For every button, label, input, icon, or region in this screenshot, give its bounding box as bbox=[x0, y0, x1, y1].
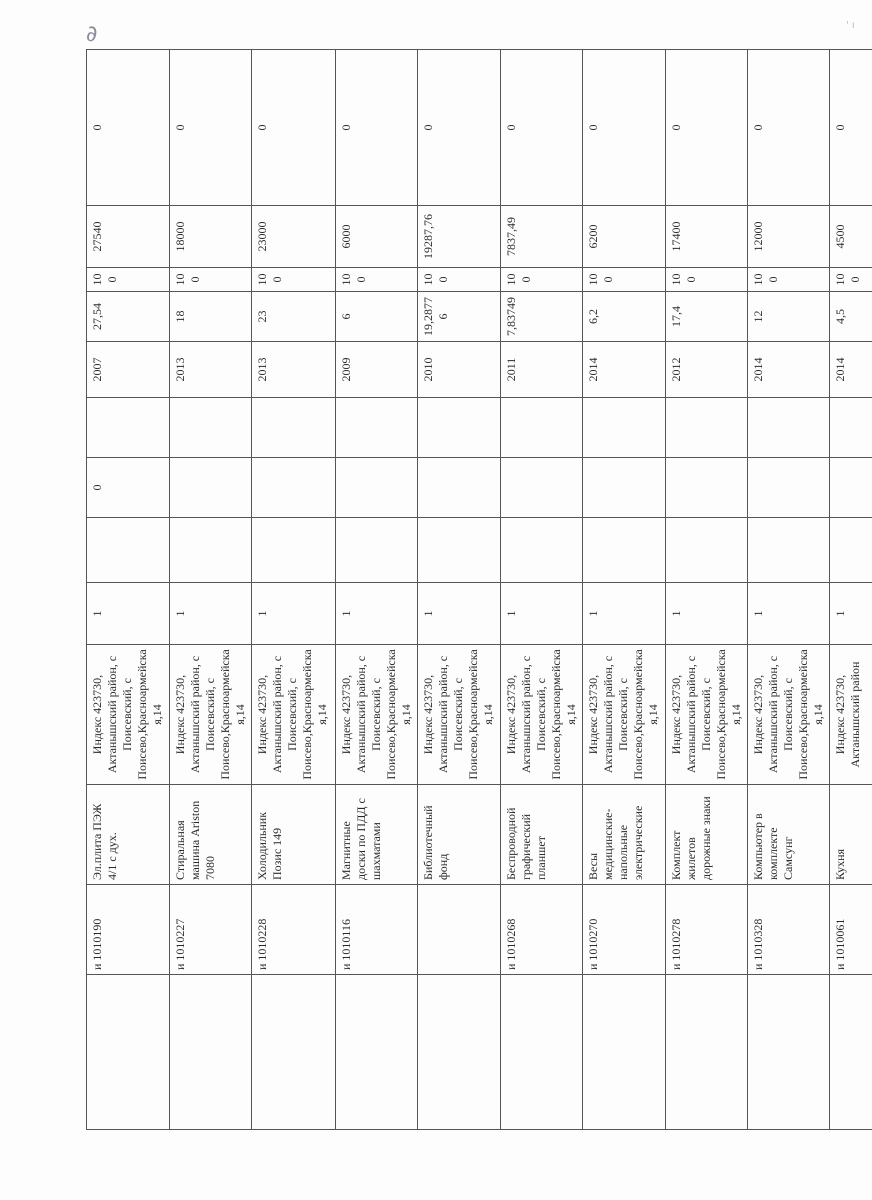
cell-c7 bbox=[418, 398, 501, 458]
cell-balance: 4500 bbox=[830, 206, 872, 268]
cell-year: 2010 bbox=[418, 342, 501, 398]
table-row bbox=[583, 50, 666, 1130]
cell-pct: 100 bbox=[830, 268, 872, 292]
cell-cost: 12 bbox=[748, 292, 830, 342]
cell-pct: 100 bbox=[501, 268, 583, 292]
cell-address: Индекс 423730, Актанышский район, с Поисевский, с Поисево,Красноармейская,14 bbox=[170, 645, 252, 785]
cell-name: Стиральная машина Ariston 7080 bbox=[170, 785, 252, 885]
cell-c6 bbox=[748, 458, 830, 518]
cell-balance: 27540 bbox=[87, 206, 170, 268]
cell-qty: 1 bbox=[418, 583, 501, 645]
cell-balance: 18000 bbox=[170, 206, 252, 268]
cell-c5 bbox=[252, 518, 336, 583]
cell-blank bbox=[748, 975, 830, 1130]
table-row bbox=[666, 50, 748, 1130]
cell-balance: 6000 bbox=[336, 206, 418, 268]
cell-inv: и 1010228 bbox=[252, 885, 336, 975]
cell-qty: 1 bbox=[336, 583, 418, 645]
cell-balance: 6200 bbox=[583, 206, 666, 268]
cell-qty: 1 bbox=[583, 583, 666, 645]
cell-blank bbox=[583, 975, 666, 1130]
table-row bbox=[336, 50, 418, 1130]
cell-pct: 100 bbox=[252, 268, 336, 292]
table-row bbox=[418, 50, 501, 1130]
cell-qty: 1 bbox=[170, 583, 252, 645]
table-row bbox=[830, 50, 872, 1130]
cell-c6 bbox=[418, 458, 501, 518]
cell-cost: 6,2 bbox=[583, 292, 666, 342]
cell-year: 2014 bbox=[830, 342, 872, 398]
cell-qty: 1 bbox=[830, 583, 872, 645]
cell-c5 bbox=[666, 518, 748, 583]
cell-c6 bbox=[666, 458, 748, 518]
cell-cost: 23 bbox=[252, 292, 336, 342]
cell-cost: 27,54 bbox=[87, 292, 170, 342]
cell-c6 bbox=[336, 458, 418, 518]
cell-address: Индекс 423730, Актанышский район, с Поисевский, с Поисево,Красноармейская,14 bbox=[501, 645, 583, 785]
cell-residual: 0 bbox=[830, 50, 872, 206]
cell-pct: 100 bbox=[87, 268, 170, 292]
cell-cost: 19,28776 bbox=[418, 292, 501, 342]
cell-inv: и 1010190 bbox=[87, 885, 170, 975]
cell-blank bbox=[830, 975, 872, 1130]
table-row bbox=[170, 50, 252, 1130]
cell-balance: 7837,49 bbox=[501, 206, 583, 268]
cell-address: Индекс 423730, Актанышский район, с Поисевский, с Поисево,Красноармейская,14 bbox=[336, 645, 418, 785]
cell-qty: 1 bbox=[501, 583, 583, 645]
cell-c5 bbox=[336, 518, 418, 583]
cell-cost: 18 bbox=[170, 292, 252, 342]
cell-c7 bbox=[170, 398, 252, 458]
cell-c5 bbox=[87, 518, 170, 583]
cell-inv: и 1010270 bbox=[583, 885, 666, 975]
cell-name: Эл.плита ПЭЖ 4/1 с дух. bbox=[87, 785, 170, 885]
table-body bbox=[87, 50, 872, 1130]
cell-address: Индекс 423730, Актанышский район, с Поисевский, с Поисево,Красноармейская,14 bbox=[748, 645, 830, 785]
cell-c7 bbox=[336, 398, 418, 458]
cell-c5 bbox=[501, 518, 583, 583]
cell-balance: 12000 bbox=[748, 206, 830, 268]
cell-c6: 0 bbox=[87, 458, 170, 518]
cell-address: Индекс 423730, Актанышский район bbox=[830, 645, 872, 785]
inventory-table bbox=[86, 49, 872, 1130]
cell-c7 bbox=[87, 398, 170, 458]
cell-cost: 17,4 bbox=[666, 292, 748, 342]
cell-year: 2014 bbox=[748, 342, 830, 398]
cell-balance: 17400 bbox=[666, 206, 748, 268]
rotated-table-wrapper bbox=[86, 50, 866, 1130]
cell-year: 2013 bbox=[252, 342, 336, 398]
cell-c6 bbox=[501, 458, 583, 518]
cell-name: Комплект жилетов дорожные знаки bbox=[666, 785, 748, 885]
cell-blank bbox=[336, 975, 418, 1130]
cell-blank bbox=[252, 975, 336, 1130]
cell-pct: 100 bbox=[336, 268, 418, 292]
cell-inv bbox=[418, 885, 501, 975]
cell-c7 bbox=[830, 398, 872, 458]
cell-inv: и 1010328 bbox=[748, 885, 830, 975]
cell-cost: 7,83749 bbox=[501, 292, 583, 342]
cell-address: Индекс 423730, Актанышский район, с Поисевский, с Поисево,Красноармейская,14 bbox=[418, 645, 501, 785]
cell-pct: 100 bbox=[418, 268, 501, 292]
cell-inv: и 1010278 bbox=[666, 885, 748, 975]
cell-blank bbox=[501, 975, 583, 1130]
cell-residual: 0 bbox=[501, 50, 583, 206]
cell-year: 2007 bbox=[87, 342, 170, 398]
cell-name: Весы медицинские-напольные электрические bbox=[583, 785, 666, 885]
pen-mark: ∂ bbox=[86, 22, 98, 47]
cell-c5 bbox=[748, 518, 830, 583]
cell-name: Компьютер в комплекте Самсунг bbox=[748, 785, 830, 885]
table-row bbox=[501, 50, 583, 1130]
cell-year: 2011 bbox=[501, 342, 583, 398]
scan-speck: ' ı bbox=[846, 20, 855, 31]
cell-blank bbox=[87, 975, 170, 1130]
cell-residual: 0 bbox=[170, 50, 252, 206]
cell-name: Холодильник Позис 149 bbox=[252, 785, 336, 885]
cell-residual: 0 bbox=[252, 50, 336, 206]
cell-inv: и 1010268 bbox=[501, 885, 583, 975]
cell-c5 bbox=[170, 518, 252, 583]
cell-name: Библиотечный фонд bbox=[418, 785, 501, 885]
cell-residual: 0 bbox=[418, 50, 501, 206]
cell-pct: 100 bbox=[666, 268, 748, 292]
cell-year: 2012 bbox=[666, 342, 748, 398]
cell-qty: 1 bbox=[87, 583, 170, 645]
cell-address: Индекс 423730, Актанышский район, с Поисевский, с Поисево,Красноармейская,14 bbox=[583, 645, 666, 785]
cell-address: Индекс 423730, Актанышский район, с Поисевский, с Поисево,Красноармейская,14 bbox=[87, 645, 170, 785]
table-row bbox=[87, 50, 170, 1130]
cell-pct: 100 bbox=[170, 268, 252, 292]
cell-balance: 23000 bbox=[252, 206, 336, 268]
cell-address: Индекс 423730, Актанышский район, с Поисевский, с Поисево,Красноармейская,14 bbox=[666, 645, 748, 785]
cell-qty: 1 bbox=[748, 583, 830, 645]
cell-residual: 0 bbox=[583, 50, 666, 206]
cell-year: 2009 bbox=[336, 342, 418, 398]
cell-address: Индекс 423730, Актанышский район, с Поисевский, с Поисево,Красноармейская,14 bbox=[252, 645, 336, 785]
cell-c6 bbox=[170, 458, 252, 518]
cell-c7 bbox=[666, 398, 748, 458]
cell-name: Магнитные доски по ПДД с шахматами bbox=[336, 785, 418, 885]
cell-balance: 19287,76 bbox=[418, 206, 501, 268]
cell-inv: и 1010116 bbox=[336, 885, 418, 975]
cell-inv: и 1010061 bbox=[830, 885, 872, 975]
cell-residual: 0 bbox=[336, 50, 418, 206]
cell-c5 bbox=[418, 518, 501, 583]
cell-c5 bbox=[583, 518, 666, 583]
cell-pct: 100 bbox=[583, 268, 666, 292]
cell-blank bbox=[418, 975, 501, 1130]
cell-c7 bbox=[252, 398, 336, 458]
cell-c7 bbox=[583, 398, 666, 458]
table-row bbox=[252, 50, 336, 1130]
cell-c7 bbox=[748, 398, 830, 458]
cell-cost: 4,5 bbox=[830, 292, 872, 342]
cell-name: Беспроводной графический планшет bbox=[501, 785, 583, 885]
cell-blank bbox=[170, 975, 252, 1130]
cell-blank bbox=[666, 975, 748, 1130]
cell-name: Кухня bbox=[830, 785, 872, 885]
cell-qty: 1 bbox=[666, 583, 748, 645]
cell-residual: 0 bbox=[87, 50, 170, 206]
cell-cost: 6 bbox=[336, 292, 418, 342]
cell-pct: 100 bbox=[748, 268, 830, 292]
cell-year: 2013 bbox=[170, 342, 252, 398]
cell-c6 bbox=[830, 458, 872, 518]
cell-residual: 0 bbox=[748, 50, 830, 206]
cell-c5 bbox=[830, 518, 872, 583]
cell-year: 2014 bbox=[583, 342, 666, 398]
cell-qty: 1 bbox=[252, 583, 336, 645]
cell-c6 bbox=[583, 458, 666, 518]
cell-residual: 0 bbox=[666, 50, 748, 206]
cell-inv: и 1010227 bbox=[170, 885, 252, 975]
cell-c7 bbox=[501, 398, 583, 458]
table-row bbox=[748, 50, 830, 1130]
cell-c6 bbox=[252, 458, 336, 518]
